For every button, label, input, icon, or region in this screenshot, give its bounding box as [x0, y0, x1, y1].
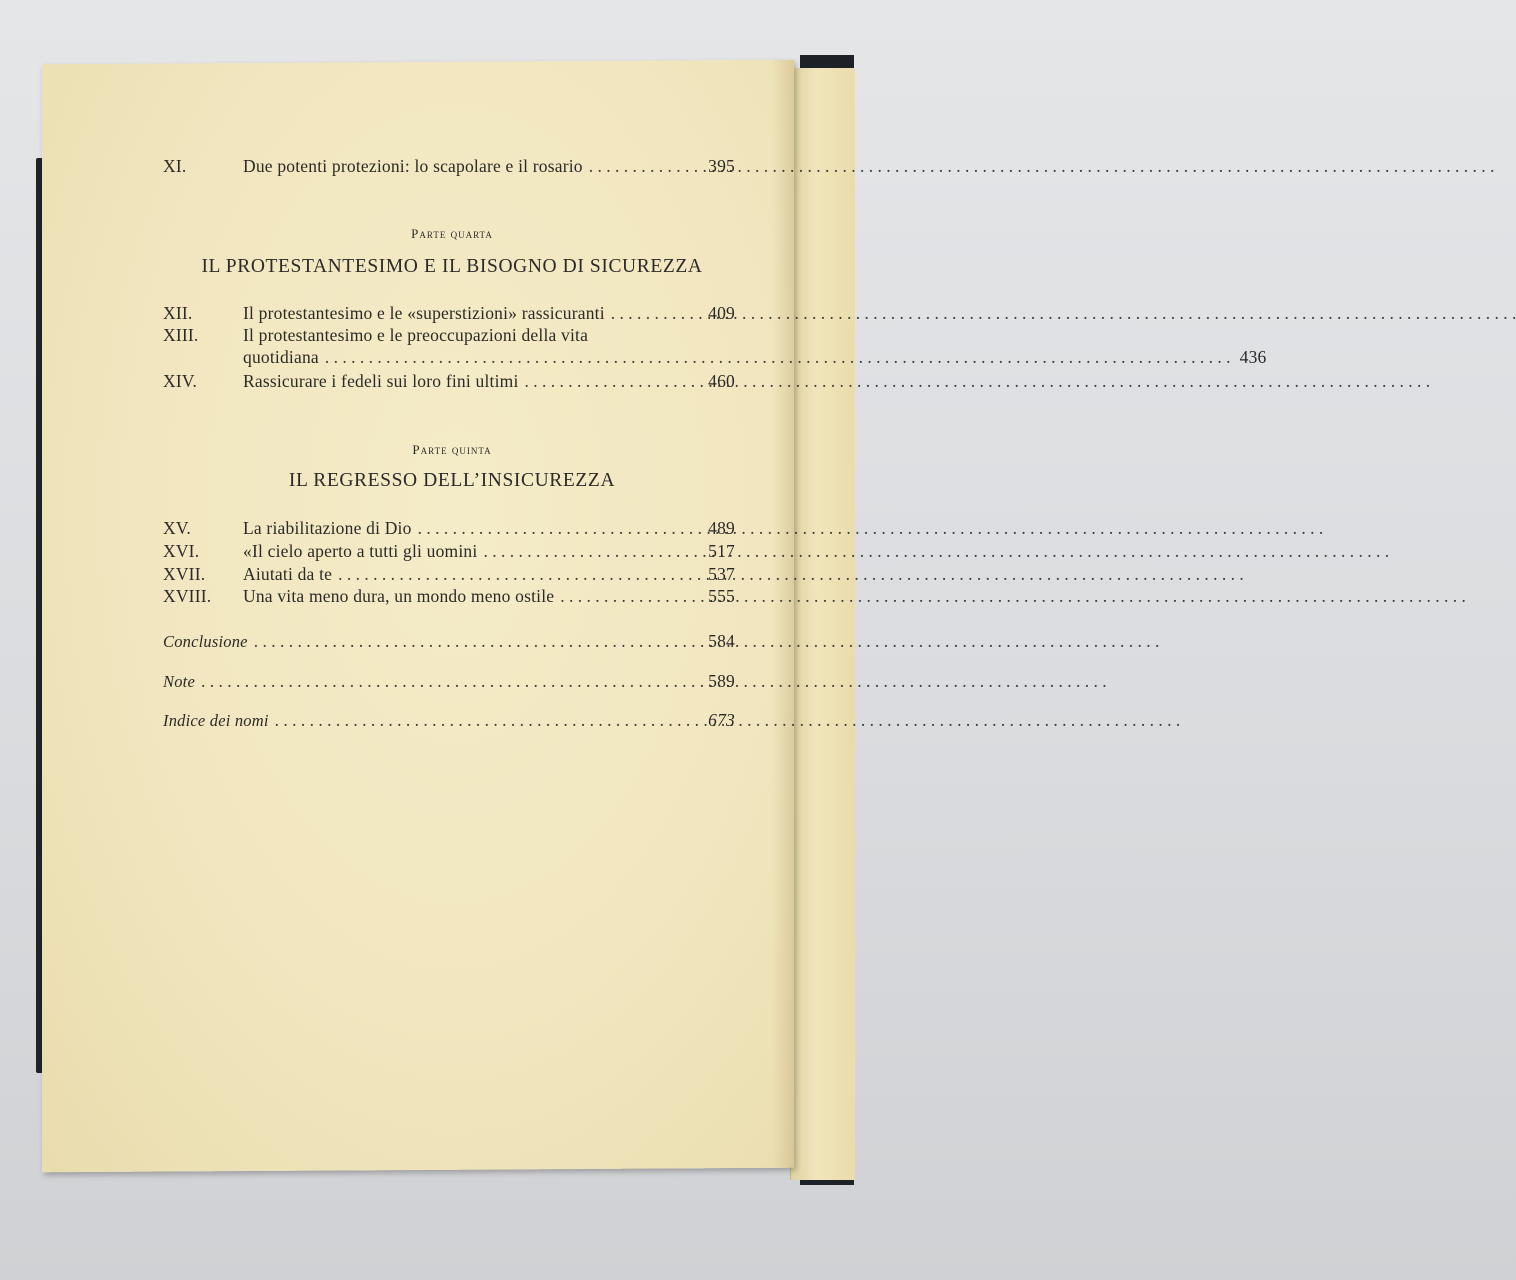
toc-entry — [163, 540, 735, 562]
chapter-title: «Il cielo aperto a tutti gli uomini — [243, 541, 478, 561]
part-label: Parte quarta — [411, 226, 493, 241]
toc-entry — [163, 155, 735, 177]
part-title: IL PROTESTANTESIMO E IL BISOGNO DI SICUREZZA — [201, 256, 703, 277]
chapter-title-line2-row — [243, 346, 1267, 368]
section-title: Indice dei nomi — [163, 711, 269, 730]
chapter-title: Due potenti protezioni: lo scapolare e il rosario — [243, 156, 583, 176]
leader-dots — [611, 302, 699, 324]
chapter-number: XII. — [163, 303, 193, 323]
page-number: 395 — [708, 156, 735, 176]
toc-entry — [163, 370, 735, 392]
part-label: Parte quinta — [412, 442, 492, 457]
toc-entry-back-matter — [163, 709, 735, 732]
chapter-number: XVI. — [163, 541, 200, 561]
toc-entry — [163, 324, 1267, 368]
page-number: 537 — [708, 564, 735, 584]
chapter-title-line1: Il protestantesimo e le preoccupazioni della vita — [243, 325, 589, 345]
page-number: 584 — [708, 631, 735, 651]
toc-entry-back-matter — [163, 670, 735, 693]
chapter-number: XVIII. — [163, 586, 212, 606]
section-title: Conclusione — [163, 632, 248, 651]
leader-dots — [483, 540, 699, 562]
chapter-number: XIV. — [163, 371, 198, 391]
page-number: 555 — [708, 586, 735, 606]
leader-dots — [560, 585, 699, 607]
page-number: 517 — [708, 541, 735, 561]
chapter-title: Una vita meno dura, un mondo meno ostile — [243, 586, 555, 606]
chapter-title-line2: quotidiana — [243, 347, 319, 367]
page-number: 489 — [708, 518, 735, 538]
chapter-number: XI. — [163, 156, 187, 176]
chapter-number: XVII. — [163, 564, 206, 584]
toc-entry — [163, 517, 735, 539]
chapter-number: XV. — [163, 518, 191, 538]
toc-entry — [163, 302, 735, 324]
page-number: 589 — [708, 671, 735, 691]
chapter-title: Il protestantesimo e le «superstizioni» rassicuranti — [243, 303, 605, 323]
chapter-title: La riabilitazione di Dio — [243, 518, 412, 538]
toc-entry-back-matter — [163, 630, 735, 653]
part-title: IL REGRESSO DELL’INSICUREZZA — [288, 470, 616, 491]
section-title: Note — [163, 672, 195, 691]
leader-dots — [254, 630, 699, 652]
page-number: 460 — [708, 371, 735, 391]
leader-dots — [325, 346, 1231, 368]
leader-dots — [275, 709, 699, 731]
page-number: 436 — [1239, 347, 1267, 367]
chapter-title: Aiutati da te — [243, 564, 333, 584]
chapter-title-block — [243, 324, 1267, 368]
toc-entry — [163, 585, 735, 607]
chapter-title: Rassicurare i fedeli sui loro fini ultimi — [243, 371, 519, 391]
leader-dots — [589, 155, 699, 177]
page-number: 673 — [708, 710, 735, 730]
toc-entry — [163, 563, 735, 585]
leader-dots — [525, 370, 699, 392]
leader-dots — [338, 563, 699, 585]
chapter-number: XIII. — [163, 325, 199, 345]
page-number: 409 — [708, 303, 735, 323]
leader-dots — [201, 670, 699, 692]
leader-dots — [418, 517, 699, 539]
